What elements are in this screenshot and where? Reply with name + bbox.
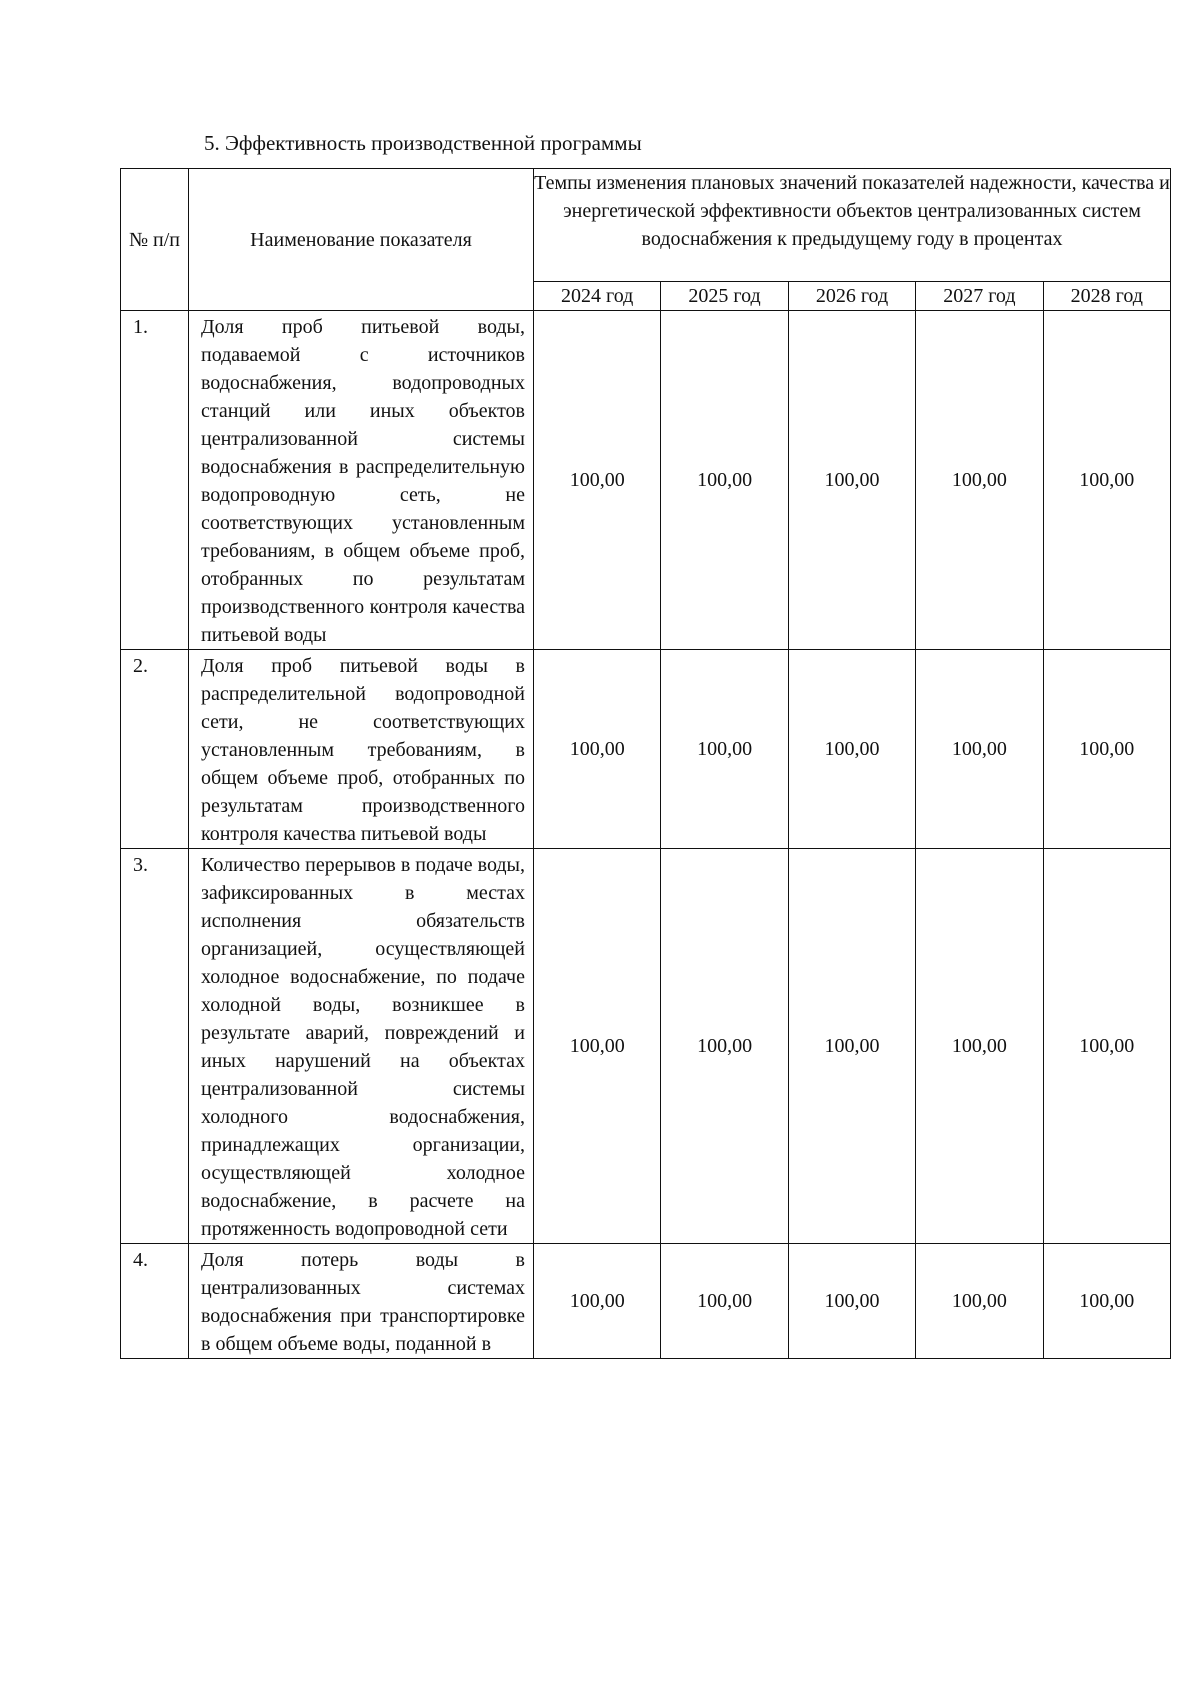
header-year-2025: 2025 год <box>661 282 788 311</box>
header-year-2028: 2028 год <box>1043 282 1170 311</box>
indicator-name: Доля потерь воды в централизованных системах водоснабжения при транспортировке в общем объеме воды, поданной в <box>189 1244 534 1359</box>
value-cell: 100,00 <box>916 1244 1043 1359</box>
header-number: № п/п <box>121 169 189 311</box>
value-cell: 100,00 <box>916 849 1043 1244</box>
value-cell: 100,00 <box>534 1244 661 1359</box>
indicator-name: Количество перерывов в подаче воды, зафиксированных в местах исполнения обязательств организацией, осуществляющей холодное водоснабжение, по подаче холодной воды, возникшее в результате аварий, повреждений и иных нарушений на объектах централизованной системы холодного водоснабжения, принадлежащих организации, осуществляющей холодное водоснабжение, в расчете на протяженность водопроводной сети <box>189 849 534 1244</box>
row-number: 1. <box>121 311 189 650</box>
value-cell: 100,00 <box>788 311 915 650</box>
value-cell: 100,00 <box>534 650 661 849</box>
header-year-2024: 2024 год <box>534 282 661 311</box>
value-cell: 100,00 <box>788 650 915 849</box>
section-title: 5. Эффективность производственной программы <box>204 131 642 155</box>
efficiency-table <box>120 168 1171 1359</box>
table-header <box>121 169 1171 311</box>
value-cell: 100,00 <box>534 849 661 1244</box>
table-body <box>121 311 1171 1359</box>
value-cell: 100,00 <box>1043 849 1170 1244</box>
value-cell: 100,00 <box>1043 650 1170 849</box>
row-number: 4. <box>121 1244 189 1359</box>
value-cell: 100,00 <box>916 311 1043 650</box>
table-row <box>121 1244 1171 1359</box>
table-row <box>121 650 1171 849</box>
value-cell: 100,00 <box>916 650 1043 849</box>
value-cell: 100,00 <box>661 311 788 650</box>
header-indicator-name: Наименование показателя <box>189 169 534 311</box>
value-cell: 100,00 <box>1043 311 1170 650</box>
header-year-2027: 2027 год <box>916 282 1043 311</box>
table-row <box>121 849 1171 1244</box>
value-cell: 100,00 <box>1043 1244 1170 1359</box>
header-row-main <box>121 169 1171 282</box>
row-number: 3. <box>121 849 189 1244</box>
value-cell: 100,00 <box>788 849 915 1244</box>
value-cell: 100,00 <box>661 650 788 849</box>
indicator-name: Доля проб питьевой воды, подаваемой с источников водоснабжения, водопроводных станций или иных объектов централизованной системы водоснабжения в распределительную водопроводную сеть, не соответствующих установленным требованиям, в общем объеме проб, отобранных по результатам производственного контроля качества питьевой воды <box>189 311 534 650</box>
value-cell: 100,00 <box>788 1244 915 1359</box>
header-year-2026: 2026 год <box>788 282 915 311</box>
value-cell: 100,00 <box>661 849 788 1244</box>
table-row <box>121 311 1171 650</box>
header-group-label: Темпы изменения плановых значений показателей надежности, качества и энергетической эффективности объектов централизованных систем водоснабжения к предыдущему году в процентах <box>534 169 1171 282</box>
row-number: 2. <box>121 650 189 849</box>
value-cell: 100,00 <box>534 311 661 650</box>
value-cell: 100,00 <box>661 1244 788 1359</box>
indicator-name: Доля проб питьевой воды в распределительной водопроводной сети, не соответствующих установленным требованиям, в общем объеме проб, отобранных по результатам производственного контроля качества питьевой воды <box>189 650 534 849</box>
